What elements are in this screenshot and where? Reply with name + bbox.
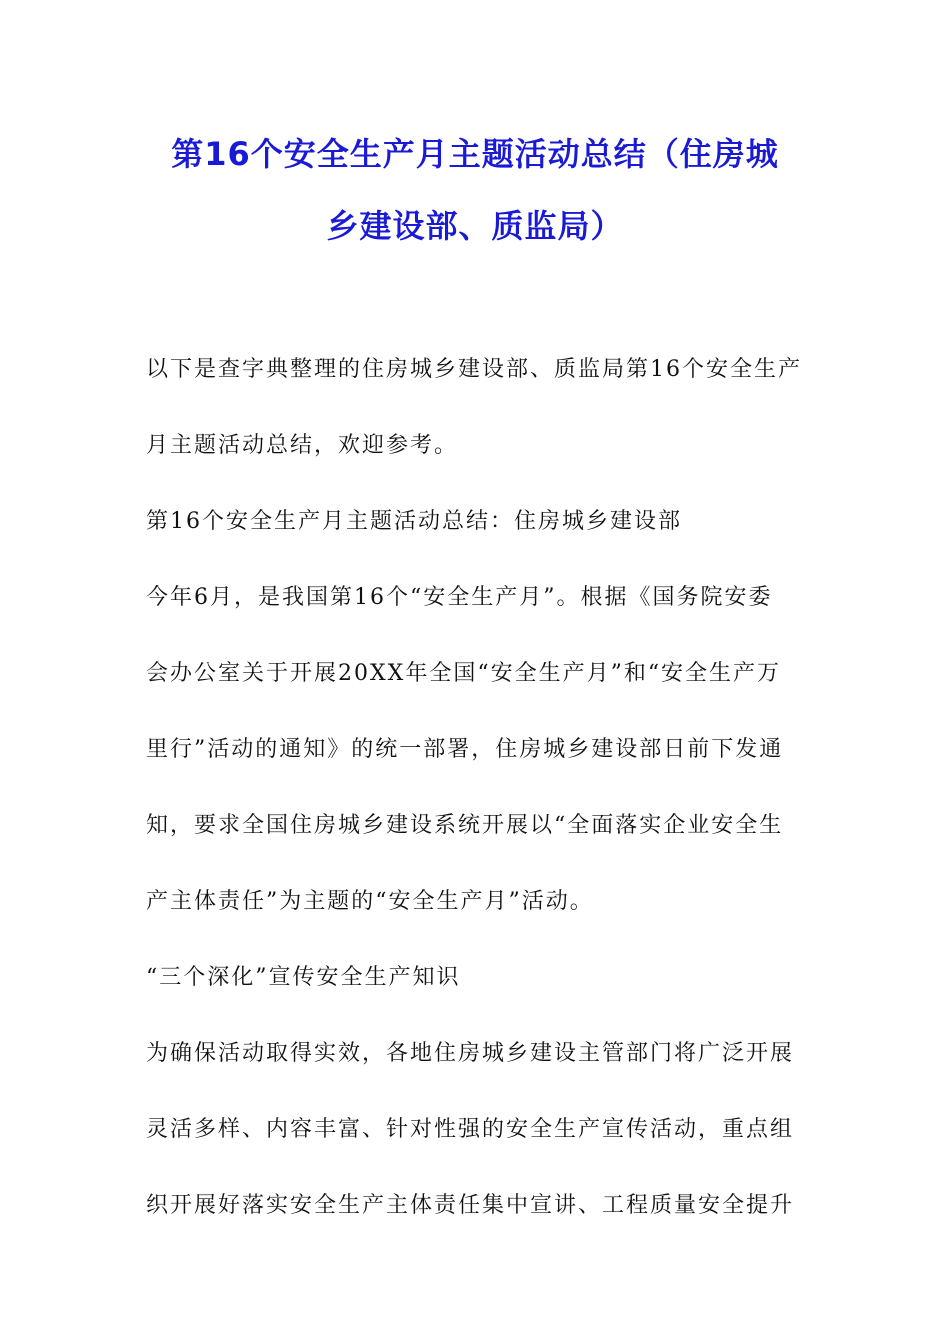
body-line-2: 月主题活动总结，欢迎参考。 bbox=[146, 433, 459, 458]
document-body bbox=[146, 332, 806, 1244]
title-line-2: 乡建设部、质监局） bbox=[326, 207, 624, 245]
body-line-7: 知，要求全国住房城乡建设系统开展以“全面落实企业安全生 bbox=[146, 813, 784, 838]
body-line-4: 今年6月，是我国第16个“安全生产月”。根据《国务院安委 bbox=[146, 585, 773, 610]
body-line-6: 里行”活动的通知》的统一部署，住房城乡建设部日前下发通 bbox=[146, 737, 784, 762]
section-heading-housing-ministry: 第16个安全生产月主题活动总结：住房城乡建设部 bbox=[146, 509, 682, 534]
document-title bbox=[120, 118, 830, 262]
body-line-10: 为确保活动取得实效，各地住房城乡建设主管部门将广泛开展 bbox=[146, 1041, 795, 1066]
body-line-11: 灵活多样、内容丰富、针对性强的安全生产宣传活动，重点组 bbox=[146, 1117, 795, 1142]
title-line-1: 第16个安全生产月主题活动总结（住房城 bbox=[171, 135, 779, 173]
body-line-1: 以下是查字典整理的住房城乡建设部、质监局第16个安全生产 bbox=[146, 357, 802, 382]
body-line-5: 会办公室关于开展20XX年全国“安全生产月”和“安全生产万 bbox=[146, 661, 782, 686]
body-line-12: 织开展好落实安全生产主体责任集中宣讲、工程质量安全提升 bbox=[146, 1193, 795, 1218]
section-heading-three-deepenings: “三个深化”宣传安全生产知识 bbox=[146, 965, 461, 990]
body-line-8: 产主体责任”为主题的“安全生产月”活动。 bbox=[146, 889, 594, 914]
